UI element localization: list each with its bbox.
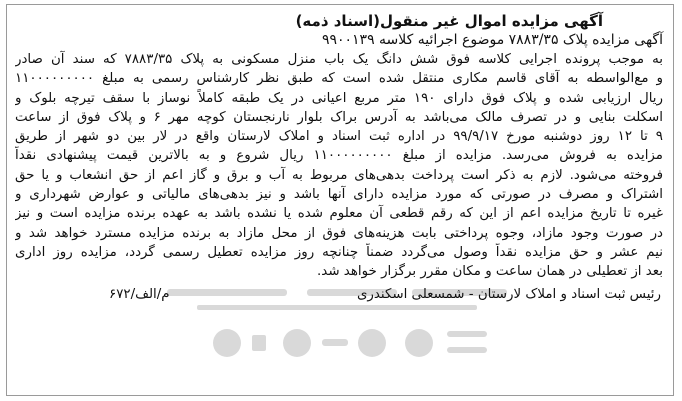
body-line: ۹ تا ۱۲ روز دوشنبه مورخ ۹۹/۹/۱۷ در اداره ثبت اسناد و املاک لارستان واقع در لار بین دو شهر از طریق (15, 129, 663, 145)
body-line: در صورت وجود مازاد، وجوه پرداختی بابت هزینه‌های فوق از محل مازاد به برنده مزایده مسترد خواهد شد و (15, 225, 663, 241)
body-line: فروخته می‌شود. لازم به ذکر است پرداخت بدهی‌های مربوط به آب و برق و گاز اعم از حق انشعاب و یا حق (15, 167, 663, 183)
body-line: اشتراک و مصرف در صورتی که مورد مزایده دارای آنها باشد و نیز بدهی‌های مالیاتی و عوارض شهرداری و (15, 187, 663, 203)
body-line: و مع‌الواسطه به آقای قاسم مکاری منتقل شده است که طبق نظر کارشناس رسمی به مبلغ ۱۱۰۰۰۰۰۰۰۰۰ (15, 71, 663, 87)
auction-notice (7, 5, 673, 306)
notice-footer (15, 284, 663, 306)
notice-subtitle: آگهی مزایده پلاک ۷۸۸۳/۳۵ موضوع اجرائیه کلاسه ۹۹۰۰۱۳۹ (321, 32, 663, 48)
reference-number: م/الف/۶۷۲ (109, 286, 170, 302)
notice-body (15, 50, 663, 282)
body-line: اسکلت بنایی و در تصرف مالک می‌باشد به آدرس براک بلوار نارنجستان کوچه مهر ۶ و پلاک فوق از ساعت (15, 109, 663, 125)
body-line: مزایده به فروش می‌رسد. مزایده از مبلغ ۱۱۰۰۰۰۰۰۰۰۰ ریال شروع و به بالاترین قیمت پیشنهادی نقداً (15, 148, 663, 164)
body-line: بعد از تعطیلی در همان ساعت و مکان مقرر برگزار خواهد شد. (317, 264, 663, 280)
body-line: نیم عشر و حق مزایده نقداً وصول می‌گردد ضمناً چنانچه روز مزایده تعطیل رسمی گردد، مزایده روز اداری (15, 244, 663, 260)
body-line: به موجب پرونده اجرایی کلاسه فوق شش دانگ یک باب منزل مسکونی به پلاک ۷۸۸۳/۳۵ که سند آن صادر (15, 52, 663, 67)
signature: رئیس ثبت اسناد و املاک لارستان - شمسعلی اسکندری (356, 286, 661, 302)
body-line: غیره تا تاریخ مزایده اعم از این که رقم قطعی آن معلوم شده یا نشده باشد به عهده برنده مزایده است و نیز (15, 206, 663, 222)
notice-frame (6, 4, 674, 396)
notice-title: آگهی مزایده اموال غیر منقول(اسناد ذمه) (295, 12, 603, 30)
body-line: ریال ارزیابی شده و پلاک فوق دارای ۱۹۰ متر مربع اعیانی در یک طبقه کاملاً نوساز با سقف تیرچه بلوک و (15, 90, 663, 106)
